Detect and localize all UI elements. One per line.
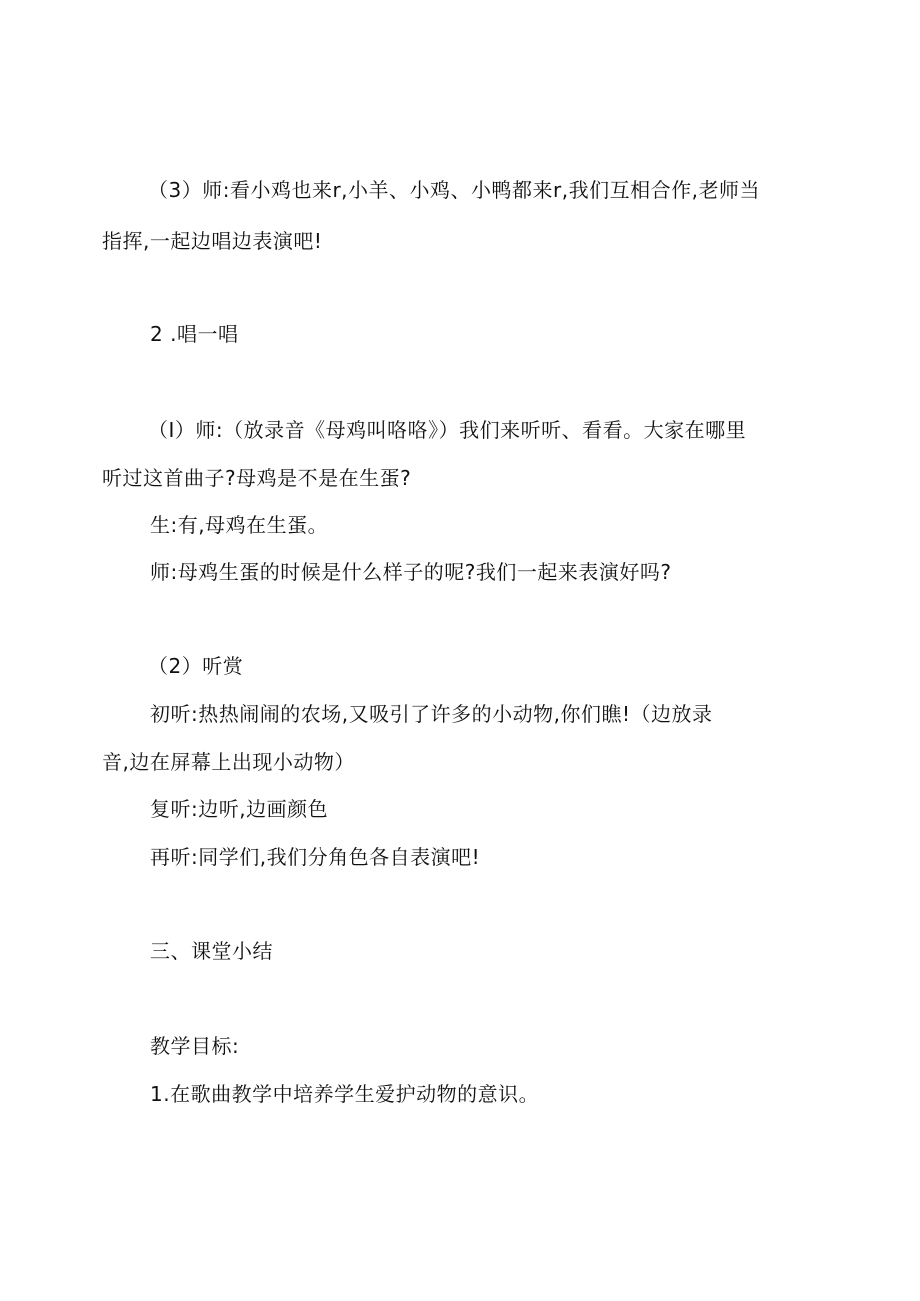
paragraph-line: 听过这首曲子?母鸡是不是在生蛋? (102, 466, 412, 490)
section-heading: 教学目标: (150, 1034, 240, 1058)
paragraph-line: 生:有,母鸡在生蛋。 (150, 513, 329, 537)
paragraph-line: （I）师:（放录音《母鸡叫咯咯》）我们来听听、看看。大家在哪里 (148, 418, 747, 442)
paragraph-line: 指挥,一起边唱边表演吧! (102, 229, 323, 253)
paragraph-line: （3）师:看小鸡也来r,小羊、小鸡、小鸭都来r,我们互相合作,老师当 (148, 178, 760, 202)
paragraph-line: 再听:同学们,我们分角色各自表演吧! (150, 845, 481, 869)
section-heading: 三、课堂小结 (150, 939, 273, 963)
paragraph-line: 初听:热热闹闹的农场,又吸引了许多的小动物,你们瞧!（边放录 (150, 702, 713, 726)
paragraph-line: 师:母鸡生蛋的时候是什么样子的呢?我们一起来表演好吗? (150, 560, 672, 584)
paragraph-line: 复听:边听,边画颜色 (150, 797, 329, 821)
paragraph-line: 1.在歌曲教学中培养学生爱护动物的意识。 (150, 1082, 540, 1106)
section-heading: （2）听赏 (148, 654, 244, 678)
section-heading: 2 .唱一唱 (150, 322, 239, 346)
paragraph-line: 音,边在屏幕上出现小动物） (102, 750, 355, 774)
